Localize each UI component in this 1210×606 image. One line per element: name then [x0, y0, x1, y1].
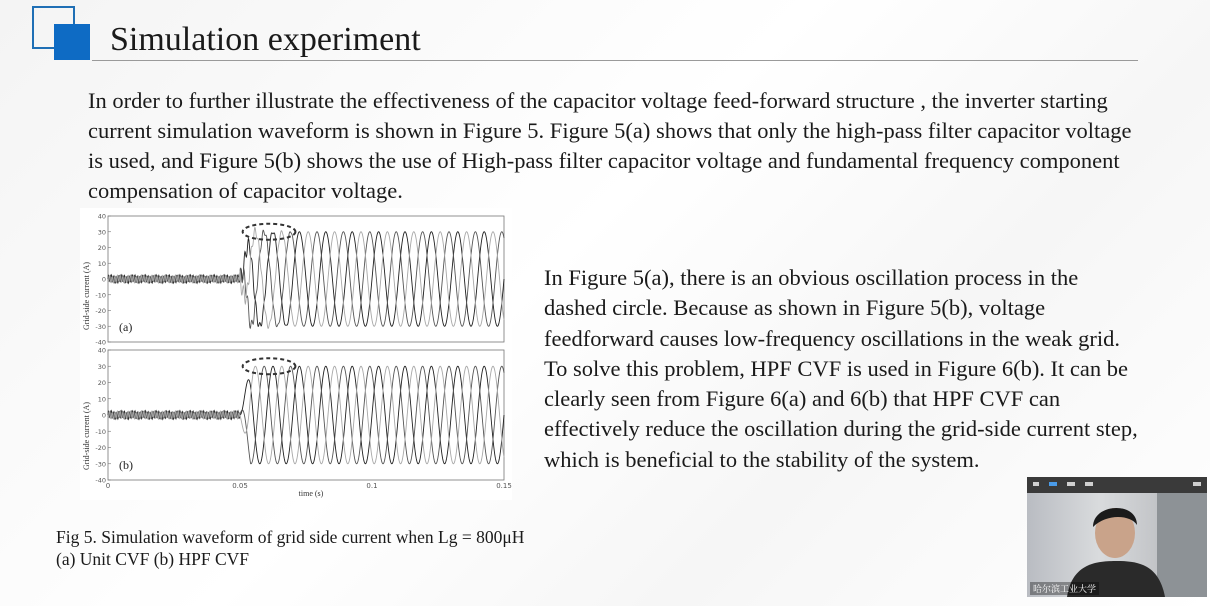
y-tick-label: 0: [101, 411, 106, 420]
y-tick-label: -40: [95, 476, 106, 485]
minimize-icon[interactable]: [1033, 482, 1039, 486]
webcam-name-label: 哈尔滨工业大学: [1030, 582, 1099, 595]
view-icon[interactable]: [1049, 482, 1057, 486]
waveform-figure: [80, 208, 512, 500]
waveform-chart: [80, 208, 512, 500]
x-tick-label: 0.15: [496, 482, 512, 490]
y-tick-label: -20: [95, 307, 106, 315]
webcam-video[interactable]: [1027, 477, 1207, 597]
y-tick-label: -10: [95, 427, 106, 436]
y-tick-label: -30: [95, 322, 106, 331]
title-divider: [92, 60, 1138, 61]
panel-b: [95, 347, 504, 485]
panel-b-label: (b): [119, 458, 133, 472]
x-tick-label: 0.1: [366, 482, 378, 490]
figure-caption: Fig 5. Simulation waveform of grid side current when Lg = 800μH (a) Unit CVF (b) HPF CVF: [56, 527, 525, 569]
y-tick-label: 40: [97, 212, 106, 221]
y-tick-label: 20: [97, 244, 106, 252]
y-tick-label: 10: [97, 259, 106, 268]
expand-icon[interactable]: [1193, 482, 1201, 486]
list-icon[interactable]: [1067, 482, 1075, 486]
y-axis-label-a: Grid-side current (A): [82, 262, 91, 330]
y-tick-label: 30: [97, 228, 106, 237]
panel-a-label: (a): [119, 320, 133, 334]
slide-title: Simulation experiment: [110, 21, 421, 58]
analysis-paragraph: In Figure 5(a), there is an obvious oscillation process in the dashed circle. Because as shown in Figure 5(b), voltage feedforward causes low-frequency oscillations in the weak grid. To solve this problem, HPF CVF is used in Figure 6(b). It can be clearly seen from Figure 6(a) and 6(b) that HPF CVF can effectively reduce the oscillation during the grid-side current step, which is beneficial to the stability of the system.: [544, 265, 1138, 472]
grid-icon[interactable]: [1085, 482, 1093, 486]
x-tick-label: 0.05: [232, 482, 248, 490]
y-tick-label: -40: [95, 338, 106, 347]
y-tick-label: -20: [95, 444, 106, 452]
y-tick-label: -30: [95, 460, 106, 469]
panel-a: [95, 213, 504, 347]
y-tick-label: 10: [97, 395, 106, 404]
intro-paragraph: In order to further illustrate the effectiveness of the capacitor voltage feed-forward structure , the inverter starting current simulation waveform is shown in Figure 5. Figure 5(a) shows that only the high-pass filter capacitor voltage is used, and Figure 5(b) shows the use of High-pass filter capacitor voltage and fundamental frequency component compensation of capacitor voltage.: [88, 88, 1132, 203]
y-tick-label: 30: [97, 362, 106, 371]
y-axis-label-b: Grid-side current (A): [82, 402, 91, 470]
y-tick-label: 40: [97, 346, 106, 355]
y-tick-label: -10: [95, 291, 106, 300]
x-tick-label: 0: [105, 482, 111, 490]
logo-square-fill: [54, 24, 90, 60]
y-tick-label: 0: [101, 275, 106, 284]
webcam-toolbar[interactable]: [1027, 477, 1207, 493]
y-tick-label: 20: [97, 379, 106, 387]
x-axis-label: time (s): [298, 489, 324, 498]
